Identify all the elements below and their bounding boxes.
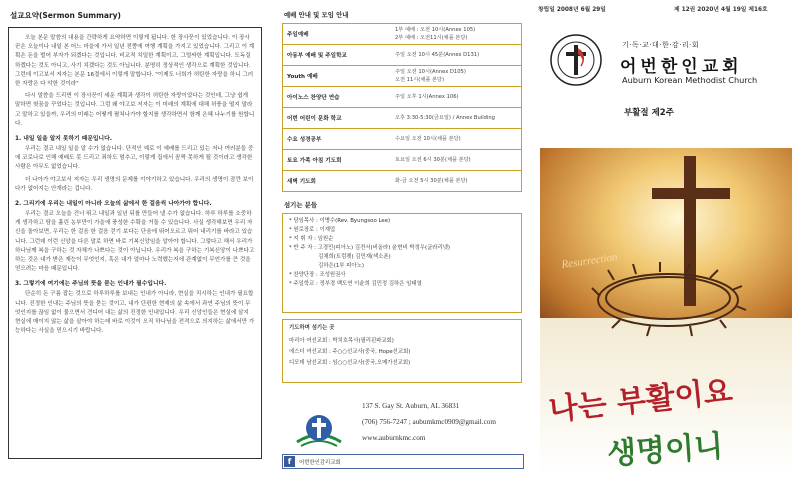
- calligraphy-line-1: 나는 부활이요: [547, 373, 735, 428]
- service-name: 수요 성경공부: [283, 129, 392, 150]
- table-row: [283, 24, 522, 45]
- service-time: [391, 45, 522, 66]
- list-item: * 주일학교 : 정부경 백도연 이윤희 김민정 김하은 임태열: [289, 281, 422, 287]
- church-logo-icon: [294, 406, 344, 456]
- worship-title: 예배 안내 및 모임 안내: [284, 11, 349, 19]
- info-panel: [272, 0, 532, 485]
- service-name: 아이노스 찬양단 연습: [283, 87, 392, 108]
- service-time-line: 오후 3:30-5:30(금요일) / Annex Building: [395, 115, 495, 121]
- service-time-line: 주일 오후 1시(Annex 106): [395, 94, 459, 100]
- easter-artwork: [540, 148, 792, 476]
- resurrection-script: Resurrection: [560, 251, 619, 271]
- founded-date: 창립일 2008년 6월 29일: [538, 7, 606, 13]
- service-time: [391, 108, 522, 129]
- prayer-title: 기도하며 섬기는 곳: [289, 325, 335, 331]
- list-item: 에스더 여선교회 : 주○○선교사(중국, Hope선교회): [289, 349, 411, 355]
- servers-box: [282, 213, 522, 313]
- sermon-heading: 설교요약(Sermon Summary): [10, 11, 121, 20]
- sermon-point-2: 2. 그리기에 우리는 내일이 아니라 오늘의 삶에서 한 걸음씩 나아가야 합니다.: [15, 201, 212, 208]
- facebook-bar[interactable]: [282, 454, 524, 469]
- service-time-line: 화-금 오전 5시 30분(채플 본당): [395, 178, 468, 184]
- list-item: 김하은(1부 피아노): [289, 263, 364, 269]
- worship-table: [282, 23, 522, 192]
- list-item: 디모데 남선교회 : 임○○선교사(중국,오메가선교회): [289, 360, 411, 366]
- service-time-line: 오전 11시(채플 본당): [395, 77, 445, 83]
- list-item: 김채희(트럼펫) 김민재(색소폰): [289, 254, 391, 260]
- table-row: [283, 108, 522, 129]
- list-item: * 원로장로 : 이재업: [289, 227, 336, 233]
- sermon-paragraph: 우리는 결코 내일 일을 알 수가 없습니다. 단적인 예로 이 예배를 드리고 있는 저나 여러분들 중에 코로나로 인해 예배도 못 드리고 죄하도 멈추고, 이렇게 집에서 꼼짝 못하게 될 것이라고 생각한 사람은 아무도 없었습니다.: [15, 146, 254, 171]
- list-item: * 지 휘 자 : 임원순: [289, 236, 334, 242]
- service-time-line: 1부 예배 : 오전 10시(Annex 105): [395, 27, 476, 33]
- cover-panel: [532, 0, 800, 485]
- issue-info: 제 12권 2020년 4월 19일 제16호: [674, 7, 768, 13]
- service-time: [391, 129, 522, 150]
- prayer-box: [282, 319, 522, 383]
- sermon-paragraph: 우리는 결코 오늘을 건너 뛰고 내일과 일년 뒤를 만들어 낼 수가 없습니다. 하루 하루를 소중하게 생각하고 땀을 흘린 농부만이 가을에 풍성한 수확을 거둘 수 있습니다. 사실 생각해보면 우리 자신을 돌아보면, 우리는 한 걸음 한 걸음 걷기 보다는 단숨에 뛰어오르고 뭐어 내리기를 바라고 있습니다. 그런데 이런 신앙을 다른 말로 하면 바로 기복신앙임을 알아야 합니다. 그렇다고 해서 우리가 하나님께 복을 구하는 것 자체가 나쁘다는 것이 아닙니다. 우리가 복을 구하는 기복신앙이 나쁘다고 하는 것은 내가 받은 재능이 무엇인지, 혹은 내가 얼마나 노력했는지에 관계없이 무언가를 큰 것을 얻으려는 마음 때문입니다.: [15, 211, 255, 273]
- service-time: [391, 87, 522, 108]
- calligraphy-line-2: 생명이니: [606, 428, 725, 472]
- table-row: [283, 66, 522, 87]
- list-item: * 찬양단장 : 조성원권사: [289, 272, 346, 278]
- resurrection-illustration: [540, 148, 792, 476]
- church-name-english: Auburn Korean Methodist Church: [622, 75, 758, 85]
- sermon-box: [8, 27, 262, 459]
- service-name: 새벽 기도회: [283, 171, 392, 192]
- service-name: 토요 가족 아침 기도회: [283, 150, 392, 171]
- service-time-line: 수요일 오전 10시(채플 본당): [395, 136, 461, 142]
- service-name: 어번 어린이 문화 학교: [283, 108, 392, 129]
- facebook-icon: f: [284, 456, 295, 467]
- denomination-tagline: 기·독·교·대·한·감·리·회: [622, 41, 700, 49]
- list-item: * 담임목사 : 이병수(Rev. Byungsoo Lee): [289, 218, 391, 224]
- address: 137 S. Gay St. Auburn, AL 36831: [362, 402, 460, 410]
- list-item: * 반 주 자 : 고경민(피아노) 김전서(비올라) 윤현비 박정우(글라리넷): [289, 245, 451, 251]
- table-row: [283, 150, 522, 171]
- servers-title: 섬기는 분들: [284, 201, 318, 209]
- sermon-point-3: 3. 그렇기에 여기에는 주님의 뜻을 묻는 인내가 필수입니다.: [15, 281, 167, 288]
- sermon-point-1: 1. 내일 일을 알지 못하기 때문입니다.: [15, 136, 112, 143]
- table-row: [283, 129, 522, 150]
- sermon-panel: [0, 0, 272, 485]
- facebook-page-name: 어번한인감리교회: [299, 459, 341, 466]
- table-row: [283, 87, 522, 108]
- sermon-paragraph: 더 나아가 야고보서 저자는 우리 생명의 문제를 이야기하고 있습니다. 우리의 생명이 잠깐 보이다가 없어지는 안개라는 겁니다.: [15, 176, 254, 192]
- sermon-paragraph: 오늘 본문 말씀의 내용을 간략하게 요약하면 이렇게 됩니다. 한 장사꾼이 있었습니다. 이 장사꾼은 오늘이나 내일 본 어느 마을에 가서 일년 전쯤에 여행 계획을 가지고 있었습니다. 그리고 이 계획은 돈을 벌어 부자가 되겠다는 것입니다. 비교적 치밀한 계획이고, 그럴싸한 계획입니다. 도독질하겠다는 것도 아니고, 사기 치겠다는 것도 아닙니다. 분명히 정상적인 생각으로 계획한 것입니다. 그런데 이고보서 저자는 본문 16절에서 이렇게 말합니다. "이제도 너희가 허탄한 자랑을 하니 그러한 자랑은 다 악한 것이라": [15, 35, 255, 88]
- methodist-emblem-icon: [550, 34, 602, 86]
- table-row: [283, 171, 522, 192]
- service-time-line: 주일 오전 10시 45분(Annex D131): [395, 52, 480, 58]
- list-item: 마리아 여선교회 : 박치호목사(필리핀파교회): [289, 338, 394, 344]
- service-name: 아동부 예배 및 주일학교: [283, 45, 392, 66]
- service-time: [391, 150, 522, 171]
- contact-block: [282, 398, 522, 470]
- sermon-paragraph: 다시 말씀을 드리면 이 장사꾼이 세운 계획과 생각이 허탄한 자랑이었다는 것인데, 그냥 쉽게 말하면 헛꿈을 꾸었다는 것입니다. 그럼 왜 야고보 저자는 이 미래의 계획에 대해 허풍을 떨지 말라고 말하고 있을까, 우리의 미래는 어떻게 펼쳐나가야 할지를 생각하면서 함께 은혜 나누기를 원합니다.: [15, 93, 255, 127]
- table-row: [283, 45, 522, 66]
- service-name: 주일예배: [283, 24, 392, 45]
- service-time-line: 토요일 오전 6시 30분(채플 본당): [395, 157, 471, 163]
- phone-email: (706) 756-7247 ; aubumkmc0909@gmail.com: [362, 418, 496, 426]
- service-time: [391, 24, 522, 45]
- service-time: [391, 66, 522, 87]
- service-name: Youth 예배: [283, 66, 392, 87]
- service-time-line: 주일 오전 10시(Annex D105): [395, 69, 466, 75]
- website-link[interactable]: www.auburnkmc.com: [362, 434, 426, 442]
- service-time-line: 2부 예배 : 오전11시(채플 본당): [395, 35, 468, 41]
- sermon-paragraph: 단순히 돈 구름 잡는 것으로 하루하루를 보내는 인내가 아니라, 현실을 치시하는 인내가 필요합니다. 진정한 인내는 주님의 뜻을 묻는 것이고, 내가 단편한 현재의 삶 속에서 과연 주님의 뜻이 무엇인지를 끊임 없이 물으면서 견디어 내는 삶의 진정한 인내입니다. 우리 신앙인들은 현실에 살지 현실에 매이지 않는 삶을 살아야 하는데 바로 이것이 오직 하나님을 전적으로 의지하는 삶에서만 가능하다는 사실을 믿으시기 바랍니다.: [15, 291, 255, 335]
- occasion-title: 부활절 제2주: [624, 108, 674, 118]
- church-name-korean: 어번한인교회: [620, 57, 743, 77]
- service-time: [391, 171, 522, 192]
